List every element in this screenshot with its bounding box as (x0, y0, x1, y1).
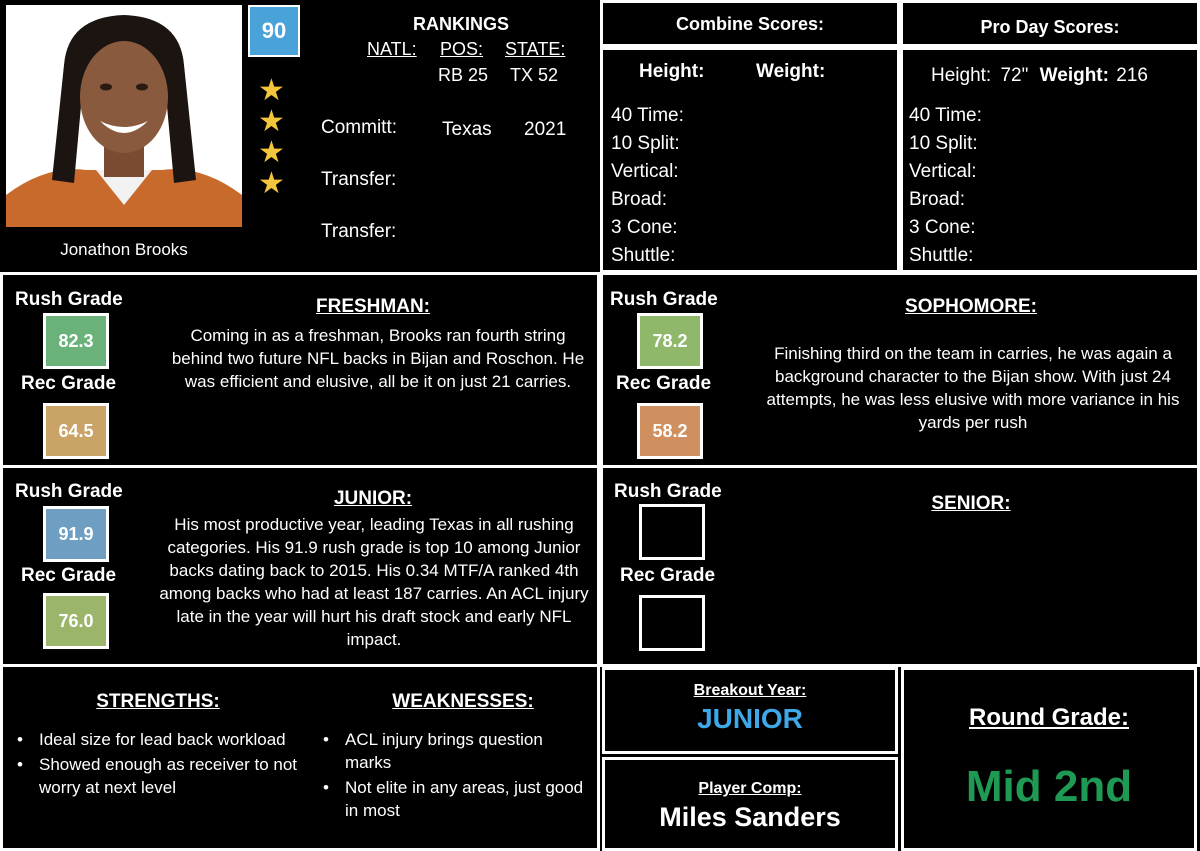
combine-stat-3cone: 3 Cone: (611, 217, 678, 238)
comp-value: Miles Sanders (659, 802, 841, 832)
proday-height-value: 72" (1000, 65, 1029, 86)
senior-rush-label: Rush Grade (614, 481, 722, 502)
proday-weight-value: 216 (1116, 65, 1148, 86)
freshman-rush-grade: 82.3 (43, 313, 109, 369)
proday-stat-shuttle: Shuttle: (909, 245, 974, 266)
proday-stat-broad: Broad: (909, 189, 965, 210)
player-portrait-icon (6, 5, 242, 227)
rankings-title: RANKINGS (413, 14, 510, 34)
freshman-rec-label: Rec Grade (21, 373, 117, 394)
combine-stat-40: 40 Time: (611, 105, 684, 126)
round-label: Round Grade: (969, 704, 1129, 731)
strength-item: • Showed enough as receiver to not worry at next level (9, 753, 299, 799)
combine-stat-broad: Broad: (611, 189, 667, 210)
strengths-list (9, 728, 299, 801)
junior-title: JUNIOR: (333, 488, 413, 509)
state-value: TX 52 (510, 65, 559, 85)
transfer-label-1: Transfer: (321, 169, 397, 190)
commit-year: 2021 (524, 119, 567, 140)
commit-label: Committ: (321, 117, 397, 138)
breakout-value: JUNIOR (697, 703, 803, 734)
player-name: Jonathon Brooks (60, 240, 188, 259)
junior-rush-label: Rush Grade (15, 481, 123, 502)
sophomore-rush-grade: 78.2 (637, 313, 703, 369)
combine-stat-vertical: Vertical: (611, 161, 679, 182)
combine-stat-10split: 10 Split: (611, 133, 680, 154)
pos-value: RB 25 (438, 65, 489, 85)
weaknesses-title: WEAKNESSES: (392, 691, 534, 712)
junior-rec-grade: 76.0 (43, 593, 109, 649)
combine-stat-shuttle: Shuttle: (611, 245, 676, 266)
combine-header (600, 0, 900, 47)
sophomore-rec-grade: 58.2 (637, 403, 703, 459)
commit-school: Texas (442, 119, 492, 140)
comp-label: Player Comp: (698, 780, 802, 797)
proday-stat-vertical: Vertical: (909, 161, 977, 182)
sophomore-text: Finishing third on the team in carries, he was again a background character to the Bijan show. With just 24 attempts, he was less elusive with more variance in his yards per rush (766, 344, 1180, 432)
proday-header (900, 0, 1200, 47)
senior-rec-grade (639, 595, 705, 651)
proday-stat-list (909, 102, 982, 270)
junior-text: His most productive year, leading Texas in all rushing categories. His 91.9 rush grade is top 10 among Junior backs dating back to 2015. His 0.34 MTF/A ranked 4th among backs who had at least 187 carries. An ACL injury late in the year will hurt his draft stock and early NFL impact. (159, 515, 589, 649)
breakout-panel (602, 667, 898, 754)
player-comp-panel (602, 757, 898, 851)
freshman-text: Coming in as a freshman, Brooks ran fourth string behind two future NFL backs in Bijan and Roschon. He was efficient and elusive, all be it on just 21 carries. (171, 326, 585, 391)
combine-stat-list (611, 102, 684, 270)
transfer-label-2: Transfer: (321, 221, 397, 242)
junior-panel (0, 465, 600, 667)
senior-title: SENIOR: (931, 493, 1011, 514)
star-icon: ★ (258, 167, 285, 200)
freshman-title: FRESHMAN: (316, 296, 430, 317)
senior-panel (600, 465, 1200, 667)
player-photo (6, 5, 242, 227)
proday-stat-10split: 10 Split: (909, 133, 978, 154)
sophomore-panel (600, 272, 1200, 468)
rating-badge (248, 5, 300, 57)
proday-height (931, 65, 1148, 87)
weaknesses-list (315, 728, 585, 824)
proday-stat-40: 40 Time: (909, 105, 982, 126)
proday-panel (900, 47, 1200, 273)
combine-title: Combine Scores: (675, 14, 825, 34)
combine-panel (600, 47, 900, 273)
star-icon: ★ (258, 74, 285, 107)
sophomore-title: SOPHOMORE: (905, 296, 1037, 317)
breakout-label: Breakout Year: (693, 682, 807, 699)
round-value: Mid 2nd (965, 762, 1133, 811)
natl-label: NATL: (367, 39, 417, 59)
star-icon: ★ (258, 136, 285, 169)
state-label: STATE: (505, 39, 566, 59)
proday-weight-label: Weight: (1039, 65, 1109, 86)
proday-title: Pro Day Scores: (980, 17, 1120, 37)
weakness-item: • Not elite in any areas, just good in most (315, 776, 585, 822)
combine-height-label: Height: (639, 61, 705, 82)
senior-rush-grade (639, 504, 705, 560)
junior-rush-grade: 91.9 (43, 506, 109, 562)
strengths-weaknesses-panel (0, 664, 600, 851)
proday-stat-3cone: 3 Cone: (909, 217, 976, 238)
rating-value: 90 (261, 18, 287, 43)
strength-item: • Ideal size for lead back workload (9, 728, 299, 751)
player-card (0, 0, 600, 272)
freshman-panel (0, 272, 600, 468)
pos-label: POS: (440, 39, 484, 59)
sophomore-rush-label: Rush Grade (610, 289, 718, 310)
star-icon: ★ (258, 105, 285, 138)
proday-height-label: Height: (931, 65, 992, 86)
combine-weight-label: Weight: (756, 61, 826, 82)
freshman-rush-label: Rush Grade (15, 289, 123, 310)
freshman-rec-grade: 64.5 (43, 403, 109, 459)
strengths-title: STRENGTHS: (96, 691, 220, 712)
weakness-item: • ACL injury brings question marks (315, 728, 585, 774)
sophomore-rec-label: Rec Grade (616, 373, 712, 394)
junior-rec-label: Rec Grade (21, 565, 117, 586)
senior-rec-label: Rec Grade (620, 565, 716, 586)
round-grade-panel (901, 667, 1197, 851)
